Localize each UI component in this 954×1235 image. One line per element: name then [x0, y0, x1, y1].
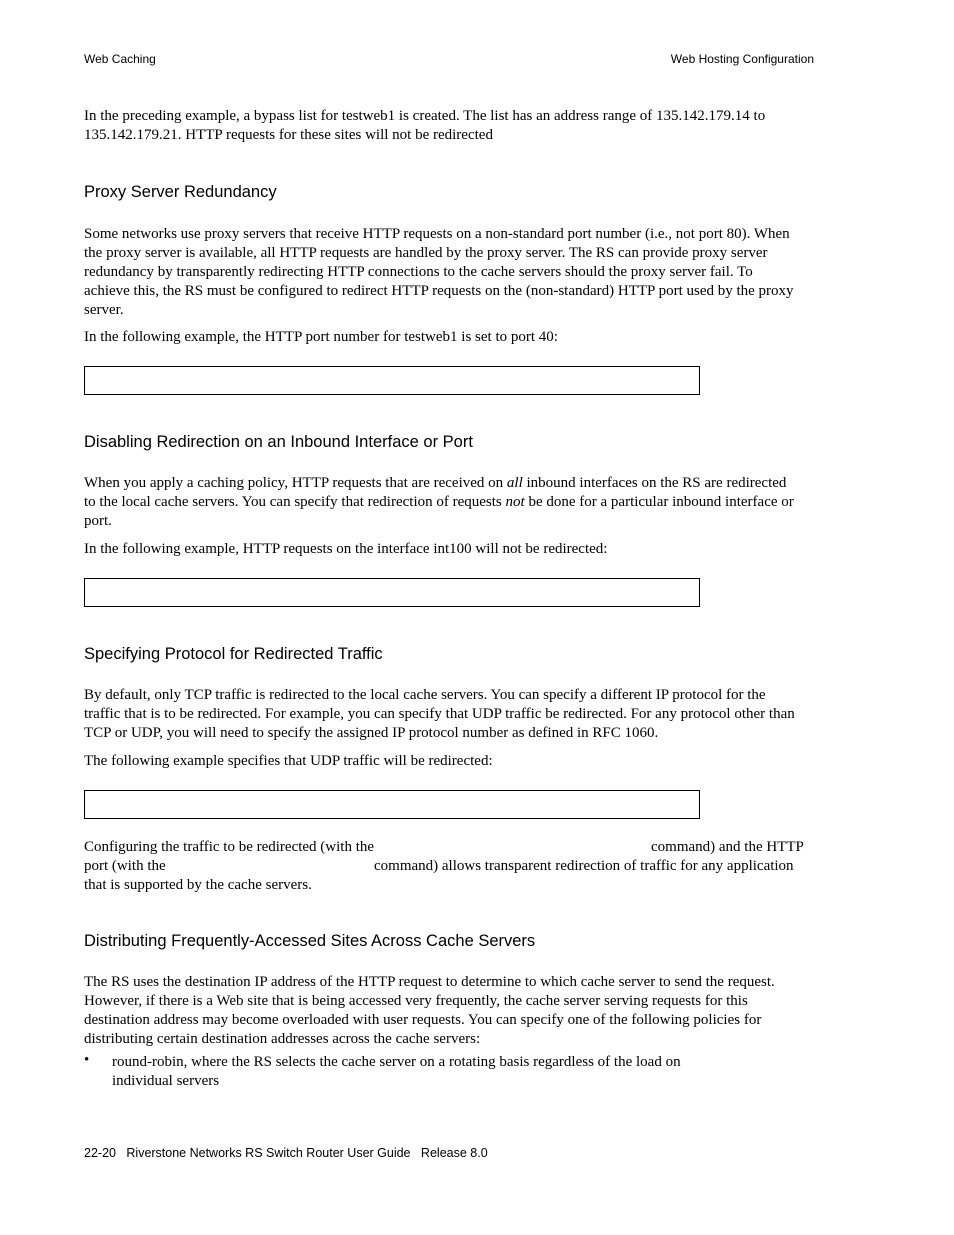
- text-run: to the local cache servers. You can specify that redirection of requests: [84, 494, 506, 510]
- bullet-item: [112, 1053, 812, 1091]
- intro-paragraph: [84, 107, 814, 145]
- text-line: round-robin, where the RS selects the cache server on a rotating basis regardless of the load on: [112, 1054, 681, 1070]
- text-run: Configuring the traffic to be redirected (with the: [84, 839, 375, 855]
- bullet-icon: •: [84, 1052, 90, 1068]
- text-run: command) and the HTTP: [651, 839, 804, 855]
- text-run: be done for a particular inbound interface or: [524, 494, 794, 510]
- running-header-right: Web Hosting Configuration: [670, 52, 814, 66]
- text-line: achieve this, the RS must be configured to redirect HTTP requests on the (non-standard) HTTP port used by the proxy: [84, 283, 794, 299]
- text-line: In the preceding example, a bypass list for testweb1 is created. The list has an address range of 135.142.179.14 to: [84, 108, 766, 124]
- running-header-left: Web Caching: [84, 52, 156, 66]
- protocol-paragraph-1: [84, 686, 814, 743]
- code-example-box: [84, 790, 700, 819]
- proxy-paragraph-2: In the following example, the HTTP port number for testweb1 is set to port 40:: [84, 329, 558, 345]
- text-run: command) allows transparent redirection of traffic for any application: [374, 858, 794, 874]
- proxy-paragraph-1: [84, 225, 814, 320]
- text-line: distributing certain destination addresses across the cache servers:: [84, 1031, 481, 1047]
- text-line: redundancy by transparently redirecting HTTP connections to the cache servers should the proxy server fail. To: [84, 264, 753, 280]
- page-footer: 22-20 Riverstone Networks RS Switch Router User Guide Release 8.0: [84, 1146, 488, 1160]
- text-line: destination address may become overloaded with user requests. You can specify one of the following policies for: [84, 1012, 762, 1028]
- disable-paragraph-1: [84, 474, 814, 531]
- emphasis-text: all: [506, 475, 523, 491]
- text-line: Some networks use proxy servers that receive HTTP requests on a non-standard port number (i.e., not port 80). When: [84, 226, 790, 242]
- text-run: When you apply a caching policy, HTTP requests that are received on: [84, 475, 507, 491]
- section-heading-distribute: Distributing Frequently-Accessed Sites Across Cache Servers: [84, 932, 536, 950]
- text-line: [84, 474, 814, 493]
- text-line: port.: [84, 513, 112, 529]
- section-heading-proxy: Proxy Server Redundancy: [84, 183, 277, 201]
- protocol-paragraph-3: [84, 838, 814, 895]
- text-line: By default, only TCP traffic is redirected to the local cache servers. You can specify a different IP protocol for the: [84, 687, 766, 703]
- code-example-box: [84, 578, 700, 607]
- text-line: individual servers: [112, 1073, 220, 1089]
- section-heading-protocol: Specifying Protocol for Redirected Traffic: [84, 645, 383, 663]
- text-line: 135.142.179.21. HTTP requests for these sites will not be redirected: [84, 127, 493, 143]
- text-run: that is supported by the cache servers.: [84, 877, 312, 893]
- code-example-box: [84, 366, 700, 395]
- section-heading-disable: Disabling Redirection on an Inbound Interface or Port: [84, 433, 473, 451]
- text-line: TCP or UDP, you will need to specify the assigned IP protocol number as defined in RFC 1060.: [84, 725, 659, 741]
- disable-paragraph-2: In the following example, HTTP requests on the interface int100 will not be redirected:: [84, 541, 608, 557]
- text-line: server.: [84, 302, 124, 318]
- text-line: traffic that is to be redirected. For example, you can specify that UDP traffic be redirected. For any protocol other than: [84, 706, 795, 722]
- distribute-paragraph-1: [84, 973, 814, 1049]
- text-run: port (with the: [84, 858, 166, 874]
- text-run: inbound interfaces on the RS are redirected: [522, 475, 787, 491]
- text-line: The RS uses the destination IP address of the HTTP request to determine to which cache server to send the request.: [84, 974, 775, 990]
- text-line: the proxy server is available, all HTTP requests are handled by the proxy server. The RS can provide proxy server: [84, 245, 768, 261]
- text-line: However, if there is a Web site that is being accessed very frequently, the cache server serving requests for this: [84, 993, 748, 1009]
- emphasis-text: not: [505, 494, 525, 510]
- text-line: [84, 493, 814, 512]
- protocol-paragraph-2: The following example specifies that UDP traffic will be redirected:: [84, 753, 493, 769]
